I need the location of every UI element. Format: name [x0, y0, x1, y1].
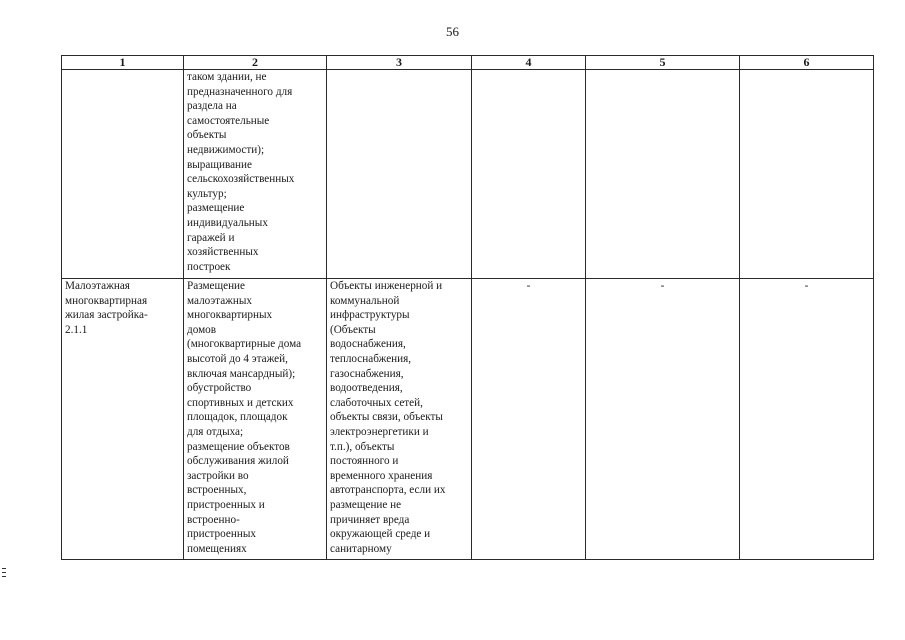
- column-header-1: 1: [62, 56, 184, 70]
- cell-permitted-use: Размещение малоэтажных многоквартирных домов (многоквартирные дома высотой до 4 этажей, включая мансардный); обустройство спортивных и детских площадок, площадок для отдыха; размещение объектов обслуживания жилой застройки во встроенных, пристроенных и встроенно- пристроенных помещениях: [184, 279, 327, 560]
- column-header-2: 2: [184, 56, 327, 70]
- table-header: [62, 56, 874, 70]
- cell-column-6: -: [740, 279, 874, 560]
- column-header-6: 6: [740, 56, 874, 70]
- column-header-4: 4: [472, 56, 586, 70]
- header-row: [62, 56, 874, 70]
- cell-column-4: [472, 70, 586, 279]
- page-number: 56: [446, 24, 459, 39]
- cell-permitted-use: таком здании, не предназначенного для раздела на самостоятельные объекты недвижимости); выращивание сельскохозяйственных культур; размещение индивидуальных гаражей и хозяйственных пострoек: [184, 70, 327, 279]
- cell-column-6: [740, 70, 874, 279]
- table-row: [62, 279, 874, 560]
- cell-auxiliary-use: Объекты инженерной и коммунальной инфраструктуры (Объекты водоснабжения, теплоснабжения, газоснабжения, водоотведения, слаботочных сетей, объекты связи, объекты электроэнергетики и т.п.), объекты постоянного и временного хранения автотранспорта, если их размещение не причиняет вреда окружающей среде и санитарному: [327, 279, 472, 560]
- table-body: [62, 70, 874, 560]
- table-row: [62, 70, 874, 279]
- document-table: [61, 55, 874, 560]
- cell-column-5: [586, 70, 740, 279]
- cell-column-5: -: [586, 279, 740, 560]
- column-header-5: 5: [586, 56, 740, 70]
- cell-column-4: -: [472, 279, 586, 560]
- cell-zone-name: [62, 70, 184, 279]
- column-header-3: 3: [327, 56, 472, 70]
- cell-zone-name: Малоэтажная многоквартирная жилая застройка- 2.1.1: [62, 279, 184, 560]
- scan-margin-mark: [2, 568, 6, 577]
- cell-auxiliary-use: [327, 70, 472, 279]
